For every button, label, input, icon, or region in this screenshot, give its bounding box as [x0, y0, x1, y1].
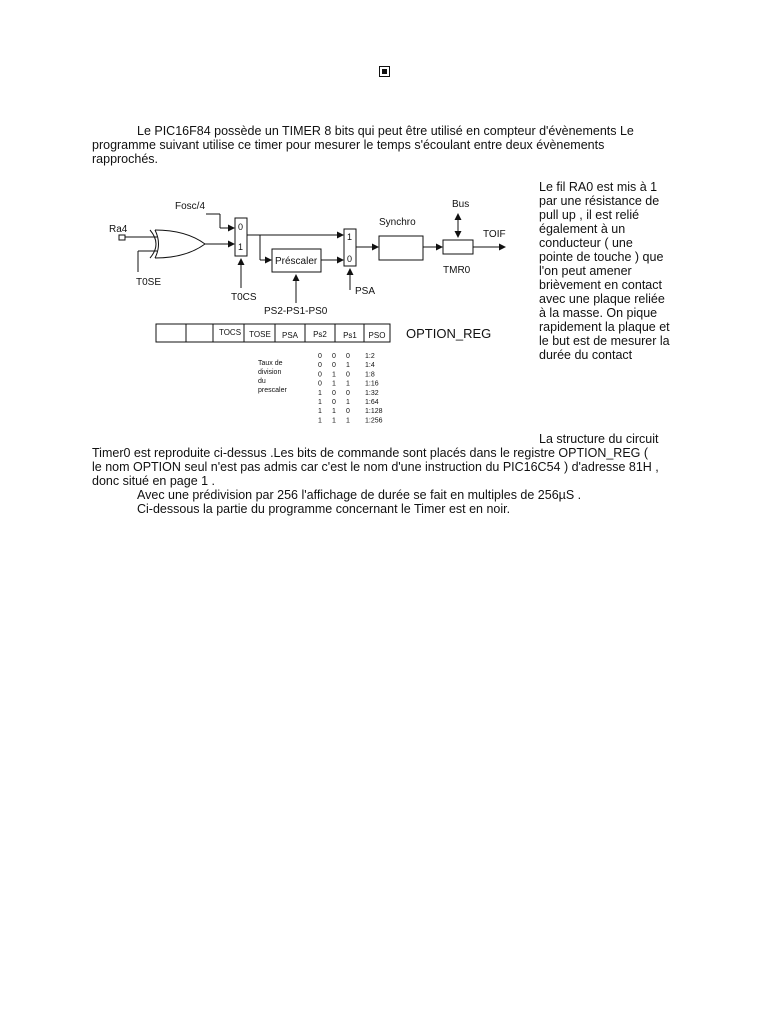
prescaler-label: Préscaler — [275, 256, 318, 267]
intro-line-2: programme suivant utilise ce timer pour mesurer le temps s'écoulant entre deux évènements — [92, 138, 605, 152]
division-ratio: 1:8 — [365, 371, 375, 379]
division-bit: 1 — [346, 417, 350, 425]
fosc-label: Fosc/4 — [175, 201, 206, 212]
side-note-line: pull up , il est relié — [539, 208, 640, 222]
side-note-line: à la masse. On pique — [539, 306, 658, 320]
division-bit: 0 — [332, 353, 336, 360]
division-bit: 1 — [332, 380, 336, 388]
tmr0-label: TMR0 — [443, 265, 471, 276]
division-bit: 0 — [318, 371, 322, 379]
structure-line-4: Avec une prédivision par 256 l'affichage de durée se fait en multiples de 256µS . — [137, 488, 582, 502]
division-bit: 1 — [318, 408, 322, 416]
division-bit: 0 — [346, 389, 350, 397]
division-bit: 0 — [332, 362, 336, 370]
division-ratio: 1:32 — [365, 389, 379, 397]
division-bit: 1 — [318, 417, 322, 425]
division-ratio: 1:4 — [365, 362, 375, 370]
division-ratio: 1:128 — [365, 408, 383, 416]
ra4-pin-icon — [119, 235, 125, 240]
structure-side-line: La structure du circuit — [539, 432, 659, 446]
register-cell-ps0: PSO — [368, 331, 386, 340]
division-bit: 0 — [346, 408, 350, 416]
division-bit: 0 — [318, 362, 322, 370]
register-cell-tocs: TOCS — [218, 328, 242, 337]
structure-line-1: Timer0 est reproduite ci-dessus .Les bits de commande sont placés dans le registre OPTION_REG ( — [92, 446, 649, 460]
mux1-input-0: 0 — [238, 222, 244, 232]
division-bit: 0 — [346, 353, 350, 360]
division-bit: 1 — [318, 389, 322, 397]
side-note-line: brièvement en contact — [539, 278, 662, 292]
bus-label: Bus — [452, 199, 470, 210]
register-cell-psa: PSA — [281, 331, 299, 340]
structure-line-3: donc situé en page 1 . — [92, 474, 216, 488]
ra4-label: Ra4 — [109, 224, 128, 235]
synchro-box — [379, 236, 423, 260]
intro-line-3: rapprochés. — [92, 152, 159, 166]
ps-label: PS2-PS1-PS0 — [264, 306, 328, 317]
division-caption-line: prescaler — [258, 387, 287, 394]
division-caption-line: du — [258, 378, 266, 385]
division-bit: 0 — [332, 399, 336, 406]
division-ratio: 1:16 — [365, 380, 379, 388]
side-note-line: avec une plaque reliée — [539, 292, 665, 306]
register-cell-tose: TOSE — [249, 330, 271, 339]
xor-gate-icon — [150, 230, 156, 258]
side-note-line: également à un — [539, 222, 626, 236]
psa-label: PSA — [355, 286, 376, 297]
intro-line-1: Le PIC16F84 possède un TIMER 8 bits qui peut être utilisé en compteur d'évènements Le — [137, 124, 634, 138]
division-bit: 1 — [318, 399, 322, 406]
register-cell-ps2: Ps2 — [313, 330, 327, 339]
side-note-line: par une résistance de — [539, 194, 660, 208]
division-bit: 1 — [332, 408, 336, 416]
t0cs-label: T0CS — [231, 292, 257, 303]
t0se-label: T0SE — [136, 277, 162, 288]
division-table — [318, 353, 383, 424]
structure-line-2: le nom OPTION seul n'est pas admis car c'est le nom d'une instruction du PIC16C54 ) d'adresse 81H , — [92, 460, 659, 474]
side-note-line: rapidement la plaque et — [539, 320, 670, 334]
timer0-diagram — [100, 190, 530, 435]
side-note-line: le but est de mesurer la — [539, 334, 670, 348]
division-ratio: 1:64 — [365, 399, 379, 406]
division-bit: 1 — [346, 399, 350, 406]
side-note-line: l'on peut amener — [539, 264, 632, 278]
synchro-label: Synchro — [379, 217, 416, 228]
division-caption — [258, 360, 287, 394]
division-bit: 0 — [318, 353, 322, 360]
register-cell-ps1: Ps1 — [343, 331, 357, 340]
side-note-line: conducteur ( une — [539, 236, 633, 250]
division-ratio: 1:256 — [365, 417, 383, 425]
tmr0-register — [443, 240, 473, 254]
division-ratio: 1:2 — [365, 353, 375, 360]
side-note-line: durée du contact — [539, 348, 633, 362]
division-caption-line: Taux de — [258, 360, 283, 367]
side-note — [539, 180, 670, 362]
option-reg-name: OPTION_REG — [406, 326, 492, 341]
side-note-line: Le fil RA0 est mis à 1 — [539, 180, 658, 194]
division-bit: 1 — [332, 371, 336, 379]
structure-line-5: Ci-dessous la partie du programme concernant le Timer est en noir. — [137, 502, 511, 516]
bullet-marker-icon — [379, 66, 390, 77]
mux2-input-0: 0 — [347, 254, 353, 264]
division-bit: 0 — [332, 389, 336, 397]
division-bit: 1 — [346, 380, 350, 388]
division-bit: 1 — [332, 417, 336, 425]
division-bit: 1 — [346, 362, 350, 370]
division-caption-line: division — [258, 369, 282, 376]
toif-label: TOIF — [483, 229, 506, 240]
mux2-input-1: 1 — [347, 232, 353, 242]
side-note-line: pointe de touche ) que — [539, 250, 664, 264]
mux1-input-1: 1 — [238, 242, 244, 252]
division-bit: 0 — [318, 380, 322, 388]
division-bit: 0 — [346, 371, 350, 379]
